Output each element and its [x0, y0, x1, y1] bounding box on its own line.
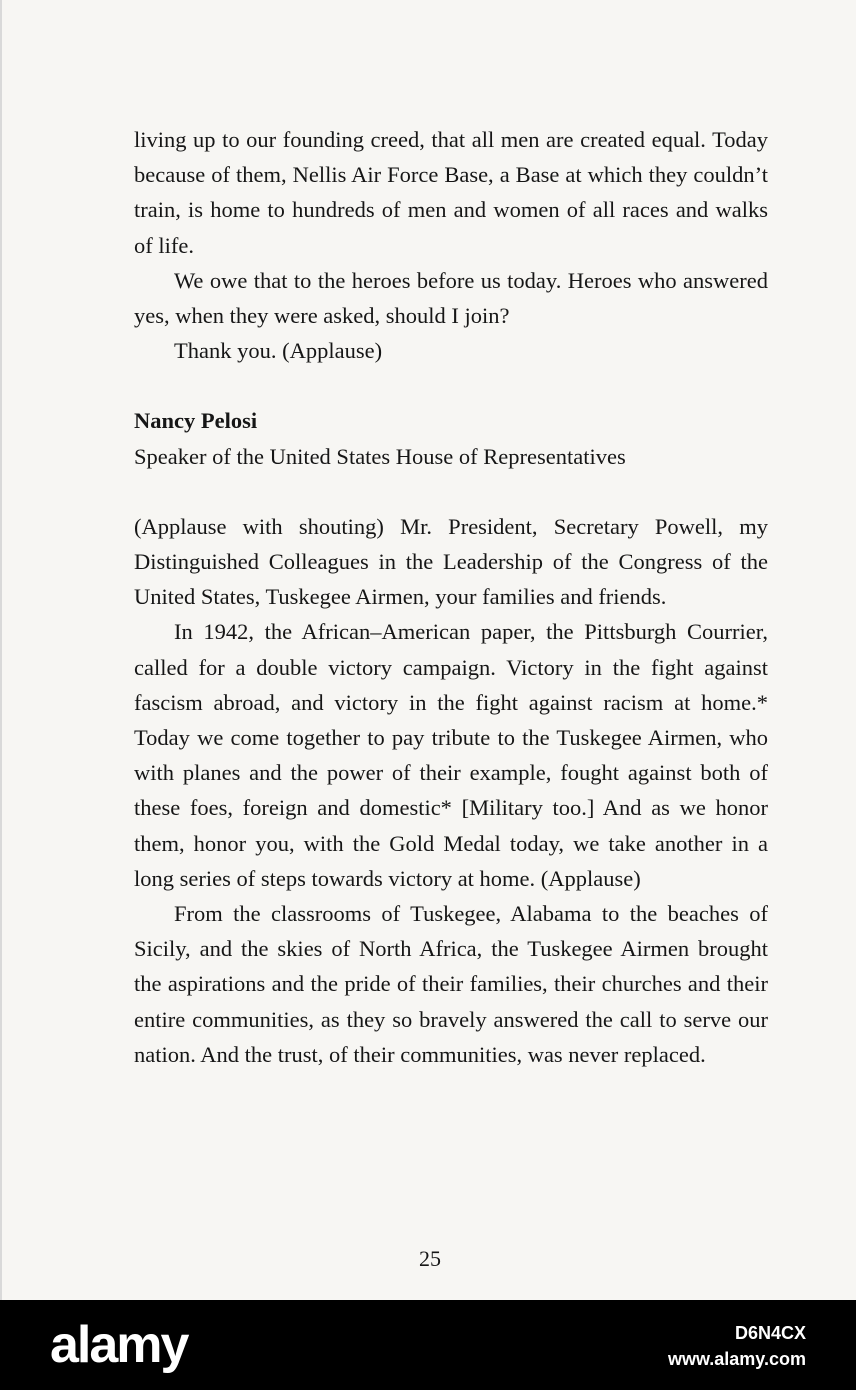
paragraph-thanks: Thank you. (Applause) [174, 338, 383, 364]
page-number: 25 [419, 1246, 441, 1271]
speaker-title: Speaker of the United States House of Representatives [134, 443, 626, 469]
speaker-name: Nancy Pelosi [134, 408, 258, 434]
paragraph-salutation: (Applause with shouting) Mr. President, Secretary Powell, my Distinguished Colleagues in the Leadership of the Congress of the United States, Tuskegee Airmen, your families and friends. [134, 513, 768, 610]
watermark-url: www.alamy.com [667, 1349, 806, 1369]
section-gap [134, 474, 768, 509]
paragraph-classrooms: From the classrooms of Tuskegee, Alabama to the beaches of Sicily, and the skies of North Africa, the Tuskegee Airmen brought the aspirations and the pride of their families, their churches and their entire communities, as they so bravely answered the call to serve our nation. And the trust, of their communities, was never replaced. [134, 901, 768, 1067]
paragraph-double-victory: In 1942, the African–American paper, the Pittsburgh Courrier, called for a double victory campaign. Victory in the fight against fascism abroad, and victory in the fight against racism at home.* Today we come together to pay tribute to the Tuskegee Airmen, who with planes and the power of their example, fought against both of these foes, foreign and domestic* [Military too.] And as we honor them, honor you, with the Gold Medal today, we take another in a long series of steps towards victory at home. (Applause) [134, 619, 768, 891]
paragraph-founding-creed: living up to our founding creed, that all men are created equal. Today because of them, Nellis Air Force Base, a Base at which they couldn’t train, is home to hundreds of men and women of all races and walks of life. [134, 127, 768, 258]
alamy-logo: alamy [50, 1316, 188, 1374]
page-body [134, 122, 768, 1072]
image-id: D6N4CX [734, 1323, 806, 1343]
section-gap [134, 368, 768, 403]
paragraph-heroes: We owe that to the heroes before us today. Heroes who answered yes, when they were asked, should I join? [134, 267, 768, 329]
